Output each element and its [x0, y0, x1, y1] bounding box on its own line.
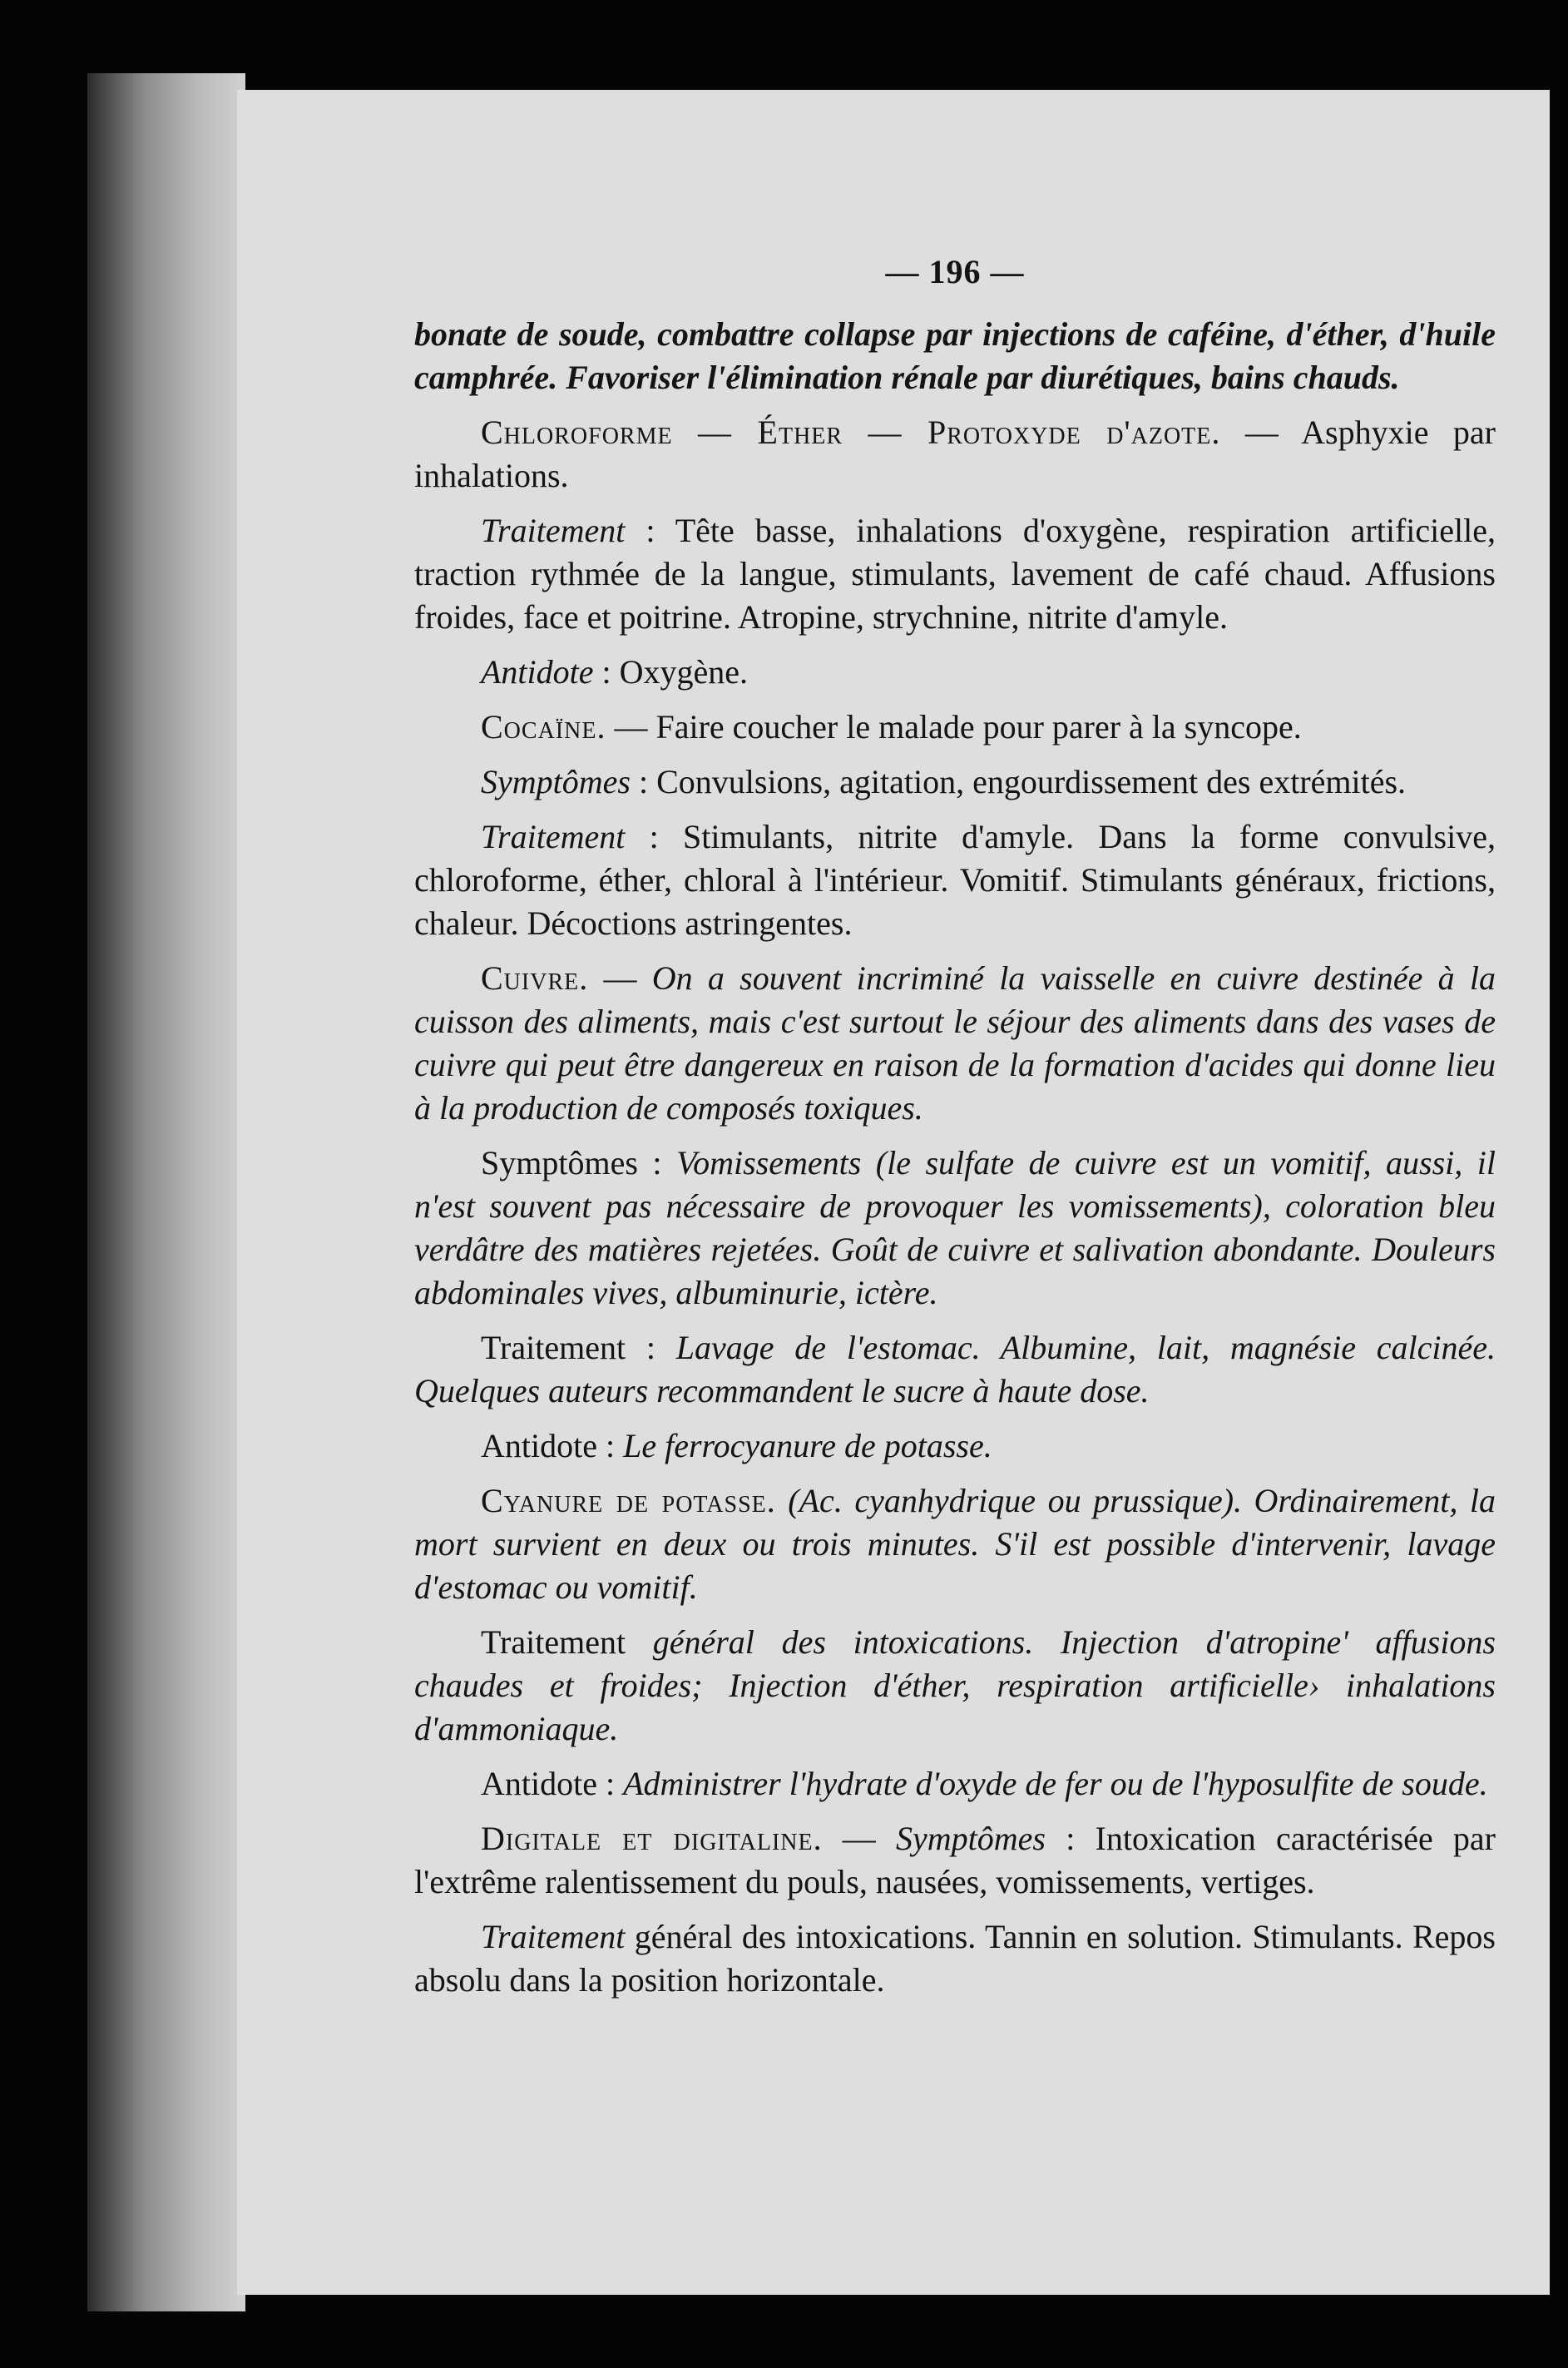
paragraph-cuivre: [414, 957, 1496, 1130]
paragraph-cocaine: [414, 706, 1496, 749]
paragraph-label: Antidote :: [481, 1427, 624, 1464]
paragraph-label: Symptômes: [896, 1820, 1046, 1857]
paragraph-traitement: [414, 815, 1496, 945]
paragraph-label: Traitement: [481, 1623, 653, 1661]
paragraph-antidote: [414, 651, 1496, 694]
page-binding-edge: [87, 73, 245, 2311]
paragraph-traitement: [414, 1621, 1496, 1751]
section-heading: Cuivre.: [481, 959, 589, 997]
separator: —: [822, 1820, 897, 1857]
paragraph-text: général des intoxications. Tannin en solution. Stimulants. Repos absolu dans la position horizontale.: [414, 1918, 1496, 1999]
paragraph-text: : Intoxication caractérisée par l'extrême ralentissement du pouls, nausées, vomissements, vertiges.: [414, 1820, 1496, 1900]
section-heading: Cyanure de potasse.: [481, 1482, 776, 1519]
paragraph-traitement: [414, 509, 1496, 639]
section-heading: Cocaïne.: [481, 708, 606, 746]
section-heading: Chloroforme — Éther — Protoxyde d'azote.: [481, 414, 1221, 451]
paragraph-traitement: [414, 1326, 1496, 1413]
paragraph-text: (Ac. cyanhydrique ou prussique). Ordinairement, la mort survient en deux ou trois minutes. S'il est possible d'intervenir, lavage d'estomac ou vomitif.: [414, 1482, 1496, 1606]
paragraph-antidote: [414, 1762, 1496, 1806]
paragraph-label: Symptômes :: [481, 1144, 677, 1182]
paragraph-label: Traitement: [481, 1918, 626, 1955]
paragraph-text: général des intoxications. Injection d'atropine' affusions chaudes et froides; Injection d'éther, respiration artificielle› inhalations d'ammoniaque.: [414, 1623, 1496, 1747]
page-number: — 196 —: [885, 253, 1025, 290]
paragraph-text: Le ferrocyanure de potasse.: [623, 1427, 992, 1464]
paragraph-symptomes: [414, 1142, 1496, 1315]
paragraph-text: : Tête basse, inhalations d'oxygène, respiration artificielle, traction rythmée de la langue, stimulants, lavement de café chaud. Affusions froides, face et poitrine. Atropine, strychnine, nitrite d'amyle.: [414, 512, 1496, 636]
paragraph-symptomes: [414, 760, 1496, 804]
paragraph-text: Lavage de l'estomac. Albumine, lait, magnésie calcinée. Quelques auteurs recommandent le sucre à haute dose.: [414, 1329, 1496, 1409]
section-heading: Digitale et digitaline.: [481, 1820, 823, 1857]
page-text: [414, 252, 1496, 2002]
paragraph-text: — Faire coucher le malade pour parer à la syncope.: [606, 708, 1302, 746]
paragraph-text: : Oxygène.: [593, 653, 749, 691]
paragraph-text: : Stimulants, nitrite d'amyle. Dans la forme convulsive, chloroforme, éther, chloral à l'intérieur. Vomitif. Stimulants généraux, frictions, chaleur. Décoctions astringentes.: [414, 818, 1496, 942]
paragraph-digitale: [414, 1817, 1496, 1904]
book-page: [237, 90, 1550, 2295]
separator: —: [588, 959, 652, 997]
paragraph-cyanure: [414, 1479, 1496, 1609]
paragraph-label: Antidote :: [481, 1765, 624, 1802]
paragraph-antidote: [414, 1424, 1496, 1468]
paragraph-text: On a souvent incriminé la vaisselle en cuivre destinée à la cuisson des aliments, mais c'est surtout le séjour des aliments dans des vases de cuivre qui peut être dangereux en raison de la formation d'acides qui donne lieu à la production de composés toxiques.: [414, 959, 1496, 1127]
paragraph-text: Administrer l'hydrate d'oxyde de fer ou de l'hyposulfite de soude.: [623, 1765, 1488, 1802]
paragraph-traitement: [414, 1915, 1496, 2002]
paragraph-label: Symptômes: [481, 763, 631, 800]
paragraph-text: Vomissements (le sulfate de cuivre est un vomitif, aussi, il n'est souvent pas nécessaire de provoquer les vomissements), coloration bleu verdâtre des matières rejetées. Goût de cuivre et salivation abondante. Douleurs abdominales vives, albuminurie, ictère.: [414, 1144, 1496, 1311]
paragraph-text: — Asphyxie par inhalations.: [414, 414, 1496, 494]
paragraph-label: Antidote: [481, 653, 594, 691]
paragraph-chloroforme: [414, 411, 1496, 498]
paragraph-label: Traitement: [481, 512, 626, 549]
paragraph-continuation: [414, 313, 1496, 399]
paragraph-text: bonate de soude, combattre collapse par injections de caféine, d'éther, d'huile camphrée. Favoriser l'élimination rénale par diurétiques, bains chauds.: [414, 315, 1496, 396]
paragraph-text: : Convulsions, agitation, engourdissement des extrémités.: [630, 763, 1407, 800]
paragraph-label: Traitement :: [481, 1329, 676, 1366]
paragraph-label: Traitement: [481, 818, 626, 855]
